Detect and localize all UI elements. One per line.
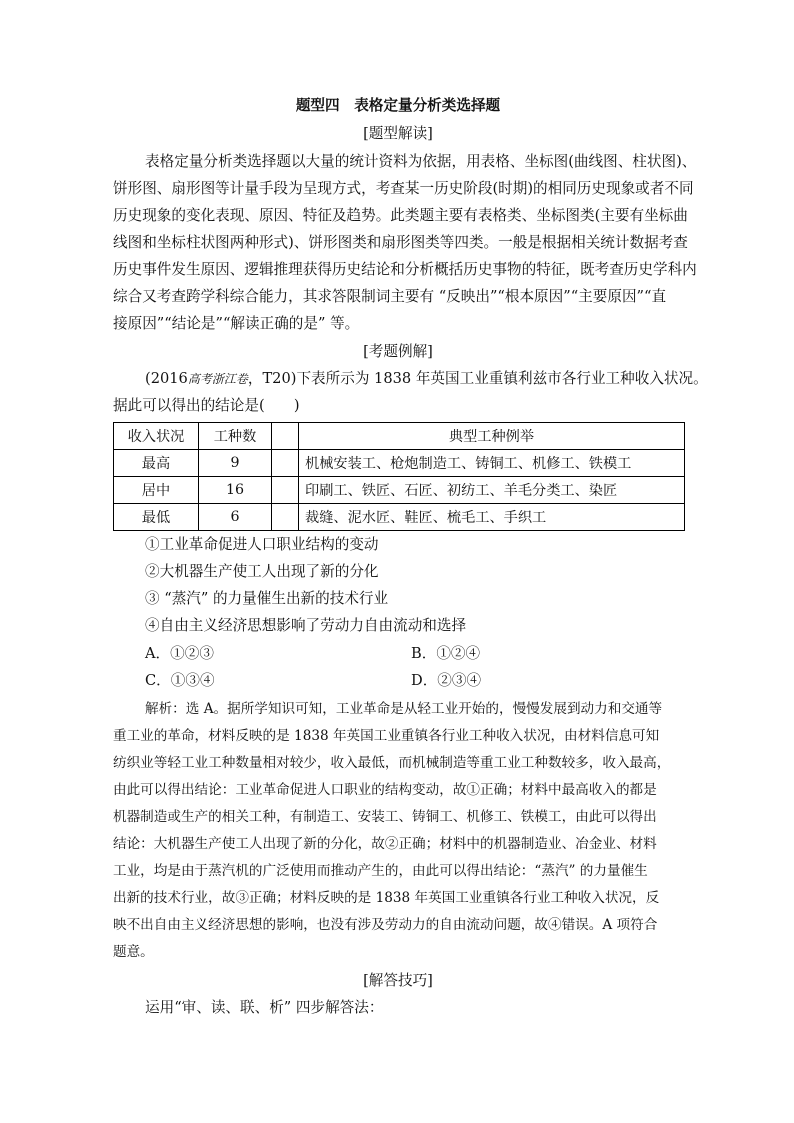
- solution-line: 由此可以得出结论：工业革命促进人口职业的结构变动，故①正确；材料中最高收入的都是: [113, 782, 657, 798]
- intro-line: 综合又考查跨学科综合能力，其求答限制词主要有 “反映出”“根本原因”“主要原因”“直: [113, 288, 667, 305]
- section-heading-interpretation: [题型解读]: [363, 125, 433, 142]
- table-header: 典型工种例举: [299, 423, 685, 450]
- table-header: 收入状况: [114, 423, 199, 450]
- table-row: [114, 477, 685, 504]
- table-cell-examples: 裁缝、泥水匠、鞋匠、梳毛工、手织工: [299, 504, 685, 531]
- question-prompt: 据此可以得出的结论是( ): [113, 397, 300, 414]
- intro-line: 饼形图、扇形图等计量手段为呈现方式，考查某一历史阶段(时期)的相同历史现象或者不同: [113, 180, 694, 197]
- table-row: [114, 450, 685, 477]
- section-heading-tips: [解答技巧]: [363, 972, 433, 989]
- statement-2: ②大机器生产使工人出现了新的分化: [145, 563, 379, 580]
- solution-line: 机器制造或生产的相关工种，有制造工、安装工、铸铜工、机修工、铁模工，由此可以得出: [113, 809, 657, 825]
- table-header-row: [114, 423, 685, 450]
- table-row: [114, 504, 685, 531]
- solution-line: 映不出自由主义经济思想的影响，也没有涉及劳动力的自由流动问题，故④错误。A 项符合: [113, 917, 658, 933]
- table-cell-blank: [272, 504, 299, 531]
- intro-line: 历史现象的变化表现、原因、特征及趋势。此类题主要有表格类、坐标图类(主要有坐标曲: [113, 207, 688, 224]
- section-heading-examples: [考题例解]: [363, 343, 433, 360]
- solution-line: 解析：选 A。据所学知识可知，工业革命是从轻工业开始的，慢慢发展到动力和交通等: [145, 701, 663, 717]
- table-cell-blank: [272, 477, 299, 504]
- table-cell-count: 16: [199, 477, 272, 504]
- table-cell-level: 最低: [114, 504, 199, 531]
- solution-line: 工业，均是由于蒸汽机的广泛使用而推动产生的，由此可以得出结论：“蒸汽” 的力量催生: [113, 863, 648, 879]
- intro-line: 线图和坐标柱状图两种形式)、饼形图类和扇形图类等四类。一般是根据相关统计数据考查: [113, 234, 688, 251]
- question-source-suffix: ，T20)下表所示为 1838 年英国工业重镇利兹市各行业工种收入状况。: [247, 370, 708, 387]
- table-cell-count: 9: [199, 450, 272, 477]
- table-header: 工种数: [199, 423, 272, 450]
- table-cell-blank: [272, 450, 299, 477]
- table-cell-level: 最高: [114, 450, 199, 477]
- option-b[interactable]: B．①②④: [411, 645, 481, 662]
- tip-line: 运用“审、读、联、析” 四步解答法：: [145, 999, 384, 1016]
- question-stem: [145, 369, 715, 389]
- solution-line: 题意。: [113, 944, 154, 960]
- table-cell-level: 居中: [114, 477, 199, 504]
- table-header-blank: [272, 423, 299, 450]
- page-title: 题型四 表格定量分析类选择题: [295, 97, 501, 114]
- option-a[interactable]: A．①②③: [145, 645, 214, 662]
- option-d[interactable]: D．②③④: [411, 672, 482, 689]
- table-cell-examples: 印刷工、铁匠、石匠、初纺工、羊毛分类工、染匠: [299, 477, 685, 504]
- income-table: [113, 422, 685, 531]
- intro-line: 接原因”“结论是”“解读正确的是” 等。: [113, 315, 360, 332]
- statement-4: ④自由主义经济思想影响了劳动力自由流动和选择: [145, 617, 467, 634]
- question-source-prefix: (2016: [145, 370, 188, 387]
- table-cell-count: 6: [199, 504, 272, 531]
- option-c[interactable]: C．①③④: [145, 672, 215, 689]
- solution-line: 结论：大机器生产使工人出现了新的分化，故②正确；材料中的机器制造业、冶金业、材料: [113, 836, 657, 852]
- statement-1: ①工业革命促进人口职业结构的变动: [145, 536, 379, 553]
- statement-3: ③ “蒸汽” 的力量催生出新的技术行业: [145, 590, 389, 607]
- intro-line: 表格定量分析类选择题以大量的统计资料为依据，用表格、坐标图(曲线图、柱状图)、: [145, 153, 697, 170]
- intro-line: 历史事件发生原因、逻辑推理获得历史结论和分析概括历史事物的特征，既考查历史学科内: [113, 261, 697, 278]
- solution-line: 纺织业等轻工业工种数量相对较少，收入最低，而机械制造等重工业工种数较多，收入最高，: [113, 755, 671, 771]
- solution-line: 重工业的革命，材料反映的是 1838 年英国工业重镇各行业工种收入状况，由材料信息可知: [113, 728, 660, 744]
- question-source-exam: 高考浙江卷: [187, 372, 248, 386]
- solution-line: 出新的技术行业，故③正确；材料反映的是 1838 年英国工业重镇各行业工种收入状况，反: [113, 890, 660, 906]
- table-cell-examples: 机械安装工、枪炮制造工、铸铜工、机修工、铁模工: [299, 450, 685, 477]
